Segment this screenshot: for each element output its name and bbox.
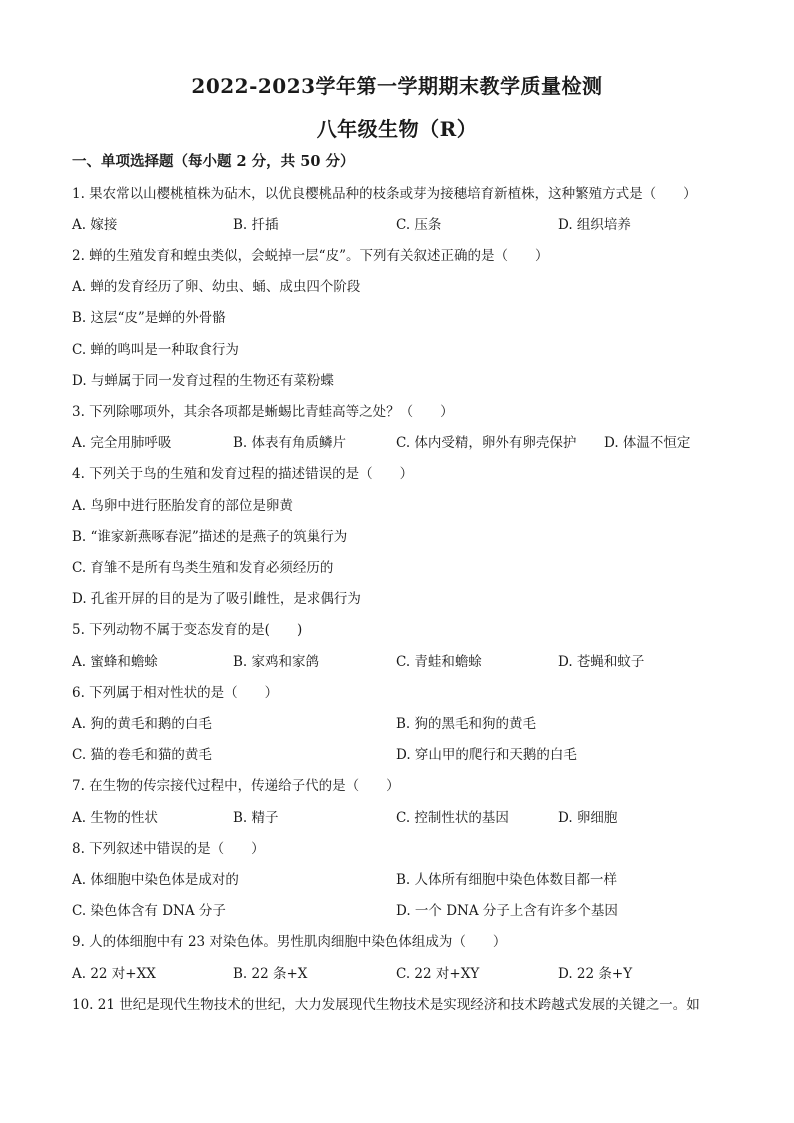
question-1-option-b: B. 扦插 xyxy=(233,217,279,233)
question-9-option-c: C. 22 对+XY xyxy=(396,966,480,982)
question-9-option-d: D. 22 条+Y xyxy=(558,966,633,982)
exam-title: 2022-2023学年第一学期期末教学质量检测 xyxy=(191,74,603,98)
question-2-option-c: C. 蝉的鸣叫是一种取食行为 xyxy=(72,342,239,358)
question-4-option-d: D. 孔雀开屏的目的是为了吸引雌性，是求偶行为 xyxy=(72,591,361,607)
question-6-option-c: C. 猫的卷毛和猫的黄毛 xyxy=(72,747,212,763)
question-7-option-a: A. 生物的性状 xyxy=(72,810,158,826)
question-5-option-c: C. 青蛙和蟾蜍 xyxy=(396,654,482,670)
question-1-option-a: A. 嫁接 xyxy=(72,217,118,233)
exam-subtitle: 八年级生物（R） xyxy=(316,117,478,141)
question-4-stem: 4. 下列关于鸟的生殖和发育过程的描述错误的是（ ） xyxy=(72,466,414,482)
question-6-option-d: D. 穿山甲的爬行和天鹅的白毛 xyxy=(396,747,577,763)
question-3-option-d: D. 体温不恒定 xyxy=(604,435,691,451)
question-2-stem: 2. 蝉的生殖发育和蝗虫类似，会蜕掉一层“皮”。下列有关叙述正确的是（ ） xyxy=(72,248,549,264)
question-2-option-b: B. 这层“皮”是蝉的外骨骼 xyxy=(72,310,226,326)
question-5-option-a: A. 蜜蜂和蟾蜍 xyxy=(72,654,158,670)
question-3-stem: 3. 下列除哪项外，其余各项都是蜥蜴比青蛙高等之处？（ ） xyxy=(72,404,454,420)
question-10-stem: 10. 21 世纪是现代生物技术的世纪，大力发展现代生物技术是实现经济和技术跨越式发展的关键之一。如 xyxy=(72,997,700,1013)
question-6-option-a: A. 狗的黄毛和鹅的白毛 xyxy=(72,716,212,732)
question-2-option-d: D. 与蝉属于同一发育过程的生物还有菜粉蝶 xyxy=(72,373,334,389)
question-5-stem: 5. 下列动物不属于变态发育的是( ) xyxy=(72,622,303,638)
question-8-option-d: D. 一个 DNA 分子上含有许多个基因 xyxy=(396,903,618,919)
question-6-stem: 6. 下列属于相对性状的是（ ） xyxy=(72,685,279,701)
question-9-option-b: B. 22 条+X xyxy=(233,966,308,982)
question-4-option-c: C. 育雏不是所有鸟类生殖和发育必须经历的 xyxy=(72,560,334,576)
question-6-option-b: B. 狗的黑毛和狗的黄毛 xyxy=(396,716,537,732)
question-5-option-b: B. 家鸡和家鸽 xyxy=(233,654,320,670)
section-heading: 一、单项选择题（每小题 2 分，共 50 分） xyxy=(72,153,355,170)
question-7-option-b: B. 精子 xyxy=(233,810,279,826)
question-3-option-c: C. 体内受精，卵外有卵壳保护 xyxy=(396,435,577,451)
question-5-option-d: D. 苍蝇和蚊子 xyxy=(558,654,645,670)
question-4-option-a: A. 鸟卵中进行胚胎发育的部位是卵黄 xyxy=(72,498,293,514)
question-4-option-b: B. “谁家新燕啄春泥”描述的是燕子的筑巢行为 xyxy=(72,529,348,545)
question-8-option-c: C. 染色体含有 DNA 分子 xyxy=(72,903,226,919)
question-8-option-a: A. 体细胞中染色体是成对的 xyxy=(72,872,239,888)
question-2-option-a: A. 蝉的发育经历了卵、幼虫、蛹、成虫四个阶段 xyxy=(72,279,361,295)
question-7-stem: 7. 在生物的传宗接代过程中，传递给子代的是（ ） xyxy=(72,778,400,794)
question-7-option-c: C. 控制性状的基因 xyxy=(396,810,509,826)
question-1-stem: 1. 果农常以山樱桃植株为砧木，以优良樱桃品种的枝条或芽为接穗培育新植株，这种繁殖方式是（ ） xyxy=(72,186,697,202)
question-3-option-a: A. 完全用肺呼吸 xyxy=(72,435,172,451)
question-8-option-b: B. 人体所有细胞中染色体数目都一样 xyxy=(396,872,618,888)
question-1-option-d: D. 组织培养 xyxy=(558,217,631,233)
question-1-option-c: C. 压条 xyxy=(396,217,442,233)
question-9-option-a: A. 22 对+XX xyxy=(72,966,156,982)
question-9-stem: 9. 人的体细胞中有 23 对染色体。男性肌肉细胞中染色体组成为（ ） xyxy=(72,934,507,950)
question-3-option-b: B. 体表有角质鳞片 xyxy=(233,435,347,451)
question-7-option-d: D. 卵细胞 xyxy=(558,810,618,826)
question-8-stem: 8. 下列叙述中错误的是（ ） xyxy=(72,841,265,857)
